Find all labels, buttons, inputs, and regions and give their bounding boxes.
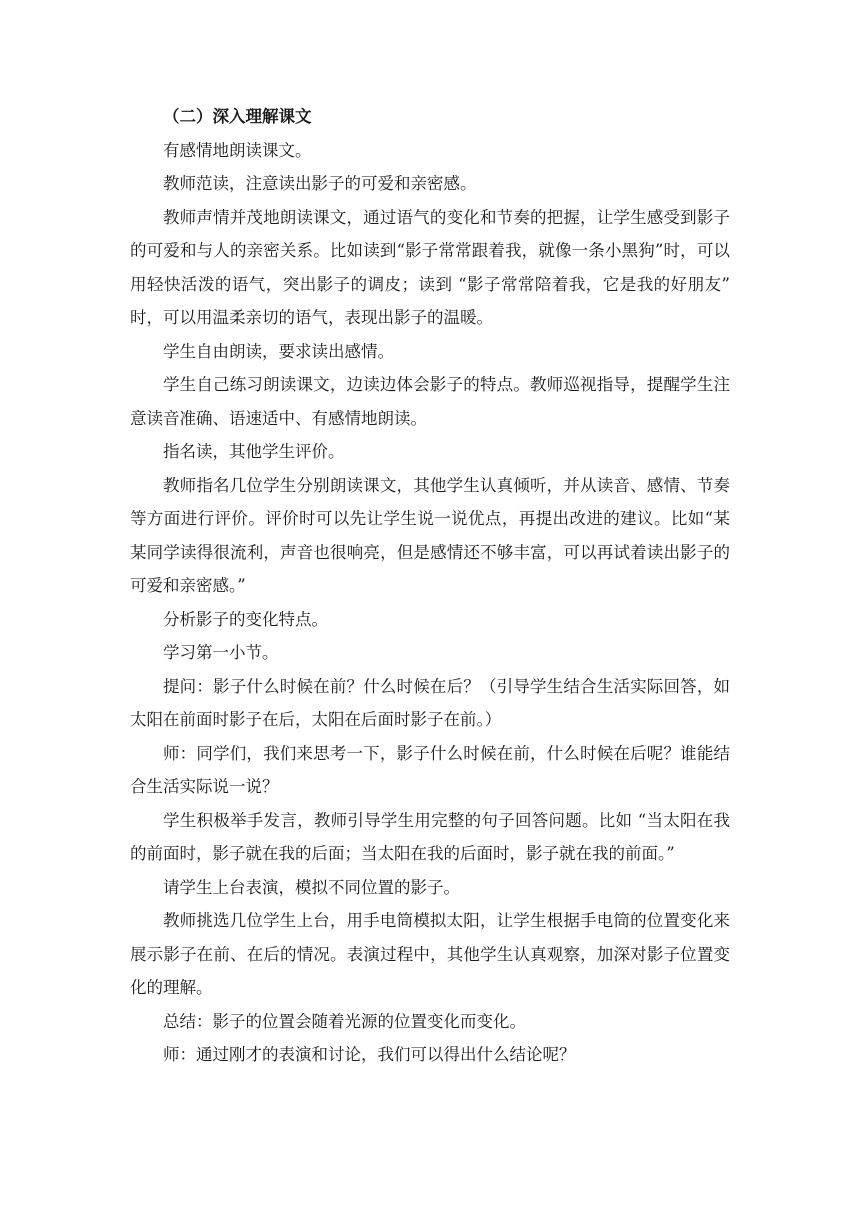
paragraph-6: 指名读，其他学生评价。 bbox=[163, 442, 345, 461]
paragraph-14: 教师挑选几位学生上台，用手电筒模拟太阳，让学生根据手电筒的位置变化来展示影子在前、在后的情况。表演过程中，其他学生认真观察，加深对影子位置变化的理解。 bbox=[130, 911, 730, 997]
paragraph-3: 教师声情并茂地朗读课文，通过语气的变化和节奏的把握，让学生感受到影子的可爱和与人的亲密关系。比如读到“影子常常跟着我，就像一条小黑狗”时，可以用轻快活泼的语气，突出影子的调皮；读到 “影子常常陪着我，它是我的好朋友” 时，可以用温柔亲切的语气，表现出影子的温暖。 bbox=[130, 207, 730, 327]
paragraph-12: 学生积极举手发言，教师引导学生用完整的句子回答问题。比如 “当太阳在我的前面时，影子就在我的后面；当太阳在我的后面时，影子就在我的前面。” bbox=[130, 810, 730, 863]
paragraph-1: 有感情地朗读课文。 bbox=[163, 140, 312, 160]
paragraph-8: 分析影子的变化特点。 bbox=[163, 609, 328, 629]
paragraph-5: 学生自己练习朗读课文，边读边体会影子的特点。教师巡视指导，提醒学生注意读音准确、语速适中、有感情地朗读。 bbox=[130, 375, 730, 428]
paragraph-16: 师：通过刚才的表演和讨论，我们可以得出什么结论呢？ bbox=[163, 1045, 576, 1064]
paragraph-7: 教师指名几位学生分别朗读课文，其他学生认真倾听，并从读音、感情、节奏等方面进行评价。评价时可以先让学生说一说优点，再提出改进的建议。比如“某某同学读得很流利，声音也很响亮，但是感情还不够丰富，可以再试着读出影子的可爱和亲密感。” bbox=[130, 475, 730, 595]
paragraph-4: 学生自由朗读，要求读出感情。 bbox=[163, 341, 394, 361]
section-heading: （二）深入理解课文 bbox=[163, 107, 312, 126]
paragraph-9: 学习第一小节。 bbox=[163, 643, 279, 662]
paragraph-13: 请学生上台表演，模拟不同位置的影子。 bbox=[163, 877, 460, 897]
paragraph-2: 教师范读，注意读出影子的可爱和亲密感。 bbox=[163, 174, 477, 193]
paragraph-15: 总结：影子的位置会随着光源的位置变化而变化。 bbox=[163, 1011, 526, 1031]
document-body bbox=[130, 100, 730, 1072]
paragraph-10: 提问：影子什么时候在前？什么时候在后？（引导学生结合生活实际回答，如太阳在前面时影子在后，太阳在后面时影子在前。） bbox=[130, 676, 730, 729]
paragraph-11: 师：同学们，我们来思考一下，影子什么时候在前，什么时候在后呢？谁能结合生活实际说一说？ bbox=[130, 743, 730, 796]
